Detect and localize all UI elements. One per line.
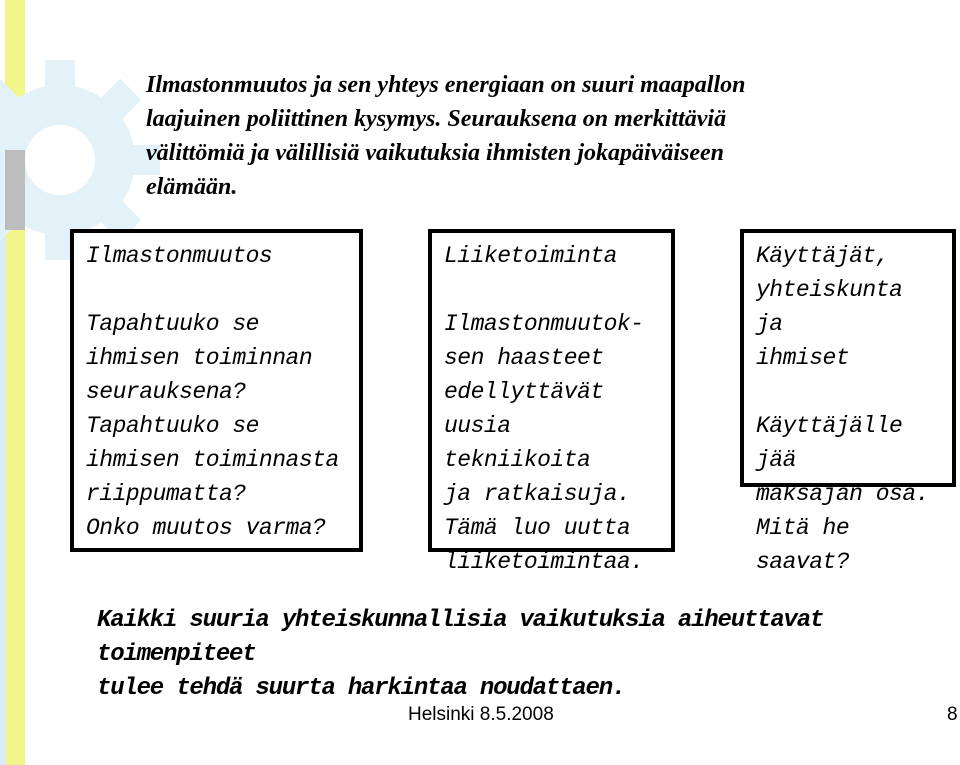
box-line: ihmisen toiminnan xyxy=(86,345,313,371)
conclusion-line: Kaikki suuria yhteiskunnallisia vaikutuksia aiheuttavat toimenpiteet xyxy=(97,607,824,668)
intro-line: laajuinen poliittinen kysymys. Seurauksena on merkittäviä xyxy=(146,106,727,132)
box-line: ja ratkaisuja. xyxy=(444,481,631,507)
users-society-box xyxy=(740,229,956,575)
box-line: seurauksena? xyxy=(86,379,246,405)
conclusion-line: tulee tehdä suurta harkintaa noudattaen. xyxy=(97,675,626,702)
climate-change-box xyxy=(70,229,363,552)
box-line: ihmisen toiminnasta xyxy=(86,447,339,473)
intro-line: Ilmastonmuutos ja sen yhteys energiaan on suuri maapallon xyxy=(146,72,746,98)
box-line: Onko muutos varma? xyxy=(86,515,326,541)
box-line: maksajan osa. xyxy=(756,481,929,507)
page-number: 8 xyxy=(947,704,958,725)
intro-line: elämään. xyxy=(146,174,238,200)
box-line: Ilmastonmuutok- xyxy=(444,311,644,337)
box-line: uusia tekniikoita xyxy=(444,413,591,473)
box-line: Tapahtuuko se xyxy=(86,311,259,337)
box-line: riippumatta? xyxy=(86,481,246,507)
box-title: Käyttäjät, xyxy=(756,243,890,269)
box-line: Mitä he saavat? xyxy=(756,515,850,575)
box-title: Liiketoiminta xyxy=(444,243,617,269)
box-line: Tapahtuuko se xyxy=(86,413,259,439)
footer-date: Helsinki 8.5.2008 xyxy=(408,704,554,725)
box-line: Käyttäjälle jää xyxy=(756,413,903,473)
box-title: yhteiskunta ja xyxy=(756,277,903,337)
business-box xyxy=(428,229,675,575)
intro-line: välittömiä ja välillisiä vaikutuksia ihmisten jokapäiväiseen xyxy=(146,140,725,166)
conclusion-paragraph xyxy=(97,604,917,706)
box-title: Ilmastonmuutos xyxy=(86,243,273,269)
decorative-gray-block xyxy=(5,150,25,230)
box-line: liiketoimintaa. xyxy=(444,549,644,575)
box-line: Tämä luo uutta xyxy=(444,515,631,541)
box-line: edellyttävät xyxy=(444,379,604,405)
box-line: sen haasteet xyxy=(444,345,604,371)
decorative-blue-stripe xyxy=(0,200,6,765)
intro-paragraph xyxy=(146,68,886,204)
box-title: ihmiset xyxy=(756,345,850,371)
